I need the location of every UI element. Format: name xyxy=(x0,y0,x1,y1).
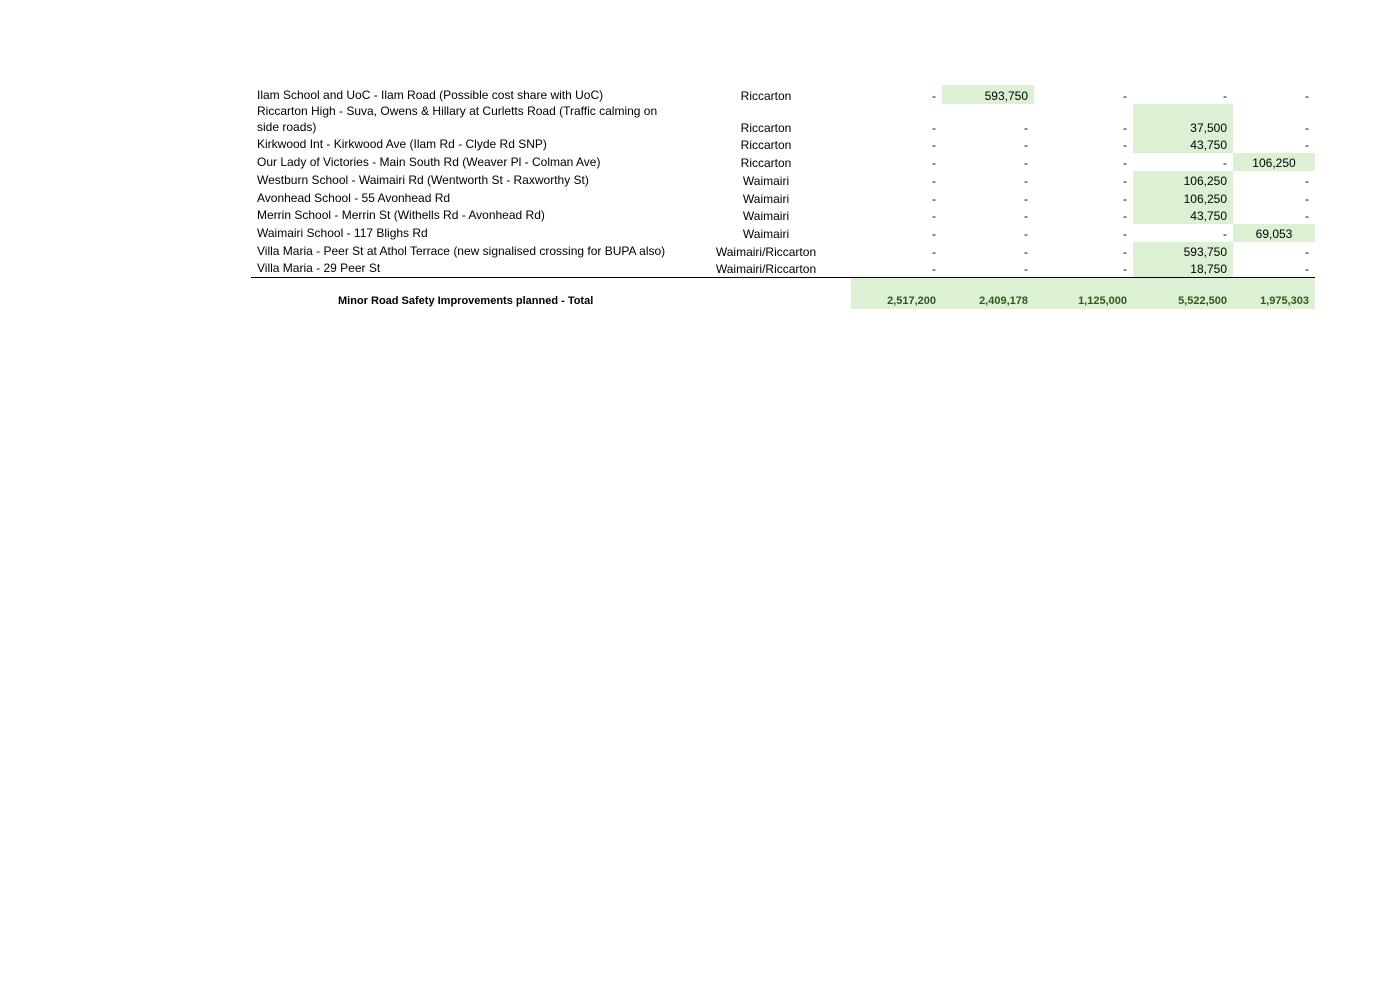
year2-cell: - xyxy=(1024,209,1028,223)
year5-cell: - xyxy=(1305,174,1309,188)
table-row xyxy=(251,171,1315,189)
year4-cell: 106,250 xyxy=(1133,189,1233,207)
year1-cell: - xyxy=(932,156,936,170)
total-year1: 2,517,200 xyxy=(887,295,936,307)
year2-cell: - xyxy=(1024,121,1028,135)
year2-cell: - xyxy=(1024,192,1028,206)
year2-cell: - xyxy=(1024,227,1028,241)
year1-cell: - xyxy=(932,192,936,206)
ward-cell: Riccarton xyxy=(740,89,792,103)
year2-cell: - xyxy=(1024,138,1028,152)
year1-cell: - xyxy=(932,174,936,188)
table-row xyxy=(251,136,1315,153)
year3-cell: - xyxy=(1123,209,1127,223)
ward-cell: Riccarton xyxy=(740,156,792,170)
year4-cell: - xyxy=(1223,227,1227,241)
year4-cell: - xyxy=(1223,89,1227,103)
year4-cell: 593,750 xyxy=(1133,242,1233,260)
year1-cell: - xyxy=(932,209,936,223)
table-row xyxy=(251,104,1315,136)
year5-cell: - xyxy=(1305,138,1309,152)
year3-cell: - xyxy=(1123,89,1127,103)
ward-cell: Waimairi xyxy=(742,209,790,223)
year2-cell: - xyxy=(1024,245,1028,259)
year3-cell: - xyxy=(1123,227,1127,241)
project-description: Kirkwood Int - Kirkwood Ave (Ilam Rd - Clyde Rd SNP) xyxy=(257,137,547,151)
year4-cell: 43,750 xyxy=(1133,207,1233,224)
year5-cell: - xyxy=(1305,89,1309,103)
spreadsheet-table xyxy=(251,85,1315,309)
table-row xyxy=(251,85,1315,104)
year2-cell: - xyxy=(1024,174,1028,188)
year3-cell: - xyxy=(1123,156,1127,170)
year5-cell: - xyxy=(1305,209,1309,223)
project-description: Westburn School - Waimairi Rd (Wentworth St - Raxworthy St) xyxy=(257,173,589,187)
total-year5: 1,975,303 xyxy=(1260,295,1309,307)
project-description: Merrin School - Merrin St (Withells Rd - Avonhead Rd) xyxy=(257,208,545,222)
year3-cell: - xyxy=(1123,174,1127,188)
year4-cell: - xyxy=(1223,156,1227,170)
project-description: Waimairi School - 117 Blighs Rd xyxy=(257,226,428,240)
year1-cell: - xyxy=(932,245,936,259)
year1-cell: - xyxy=(932,227,936,241)
year1-cell: - xyxy=(932,89,936,103)
year5-cell: 69,053 xyxy=(1233,224,1315,242)
table-row xyxy=(251,260,1315,278)
ward-cell: Waimairi/Riccarton xyxy=(715,262,817,276)
ward-cell: Waimairi xyxy=(742,192,790,206)
project-description: Ilam School and UoC - Ilam Road (Possible cost share with UoC) xyxy=(257,88,604,102)
ward-cell: Waimairi xyxy=(742,227,790,241)
year2-cell: - xyxy=(1024,156,1028,170)
year5-cell: - xyxy=(1305,262,1309,276)
ward-cell: Riccarton xyxy=(740,138,792,152)
year3-cell: - xyxy=(1123,121,1127,135)
year1-cell: - xyxy=(932,138,936,152)
year5-cell: - xyxy=(1305,192,1309,206)
table-row xyxy=(251,207,1315,224)
total-label: Minor Road Safety Improvements planned - Total xyxy=(338,295,594,307)
project-description: Villa Maria - Peer St at Athol Terrace (new signalised crossing for BUPA also) xyxy=(257,244,666,258)
total-row xyxy=(251,278,1315,309)
year2-cell: 593,750 xyxy=(942,85,1034,104)
table-row xyxy=(251,189,1315,207)
year5-cell: - xyxy=(1305,121,1309,135)
ward-cell: Waimairi/Riccarton xyxy=(715,245,817,259)
project-description: Avonhead School - 55 Avonhead Rd xyxy=(257,191,451,205)
year3-cell: - xyxy=(1123,138,1127,152)
total-year2: 2,409,178 xyxy=(979,295,1028,307)
year4-cell: 37,500 xyxy=(1133,104,1233,136)
year3-cell: - xyxy=(1123,192,1127,206)
year3-cell: - xyxy=(1123,262,1127,276)
total-year4: 5,522,500 xyxy=(1178,295,1227,307)
year2-cell: - xyxy=(1024,262,1028,276)
year4-cell: 43,750 xyxy=(1133,136,1233,153)
year5-cell: - xyxy=(1305,245,1309,259)
ward-cell: Riccarton xyxy=(740,121,792,135)
year4-cell: 18,750 xyxy=(1133,260,1233,277)
table-row xyxy=(251,153,1315,171)
year3-cell: - xyxy=(1123,245,1127,259)
project-description: Our Lady of Victories - Main South Rd (Weaver Pl - Colman Ave) xyxy=(257,155,601,169)
year5-cell: 106,250 xyxy=(1233,153,1315,171)
project-description: Villa Maria - 29 Peer St xyxy=(257,261,381,275)
table-row xyxy=(251,242,1315,260)
year4-cell: 106,250 xyxy=(1133,171,1233,189)
ward-cell: Waimairi xyxy=(742,174,790,188)
table-row xyxy=(251,224,1315,242)
year1-cell: - xyxy=(932,121,936,135)
project-description: Riccarton High - Suva, Owens & Hillary at Curletts Road (Traffic calming on side roads) xyxy=(257,104,658,134)
year1-cell: - xyxy=(932,262,936,276)
total-year3: 1,125,000 xyxy=(1078,295,1127,307)
